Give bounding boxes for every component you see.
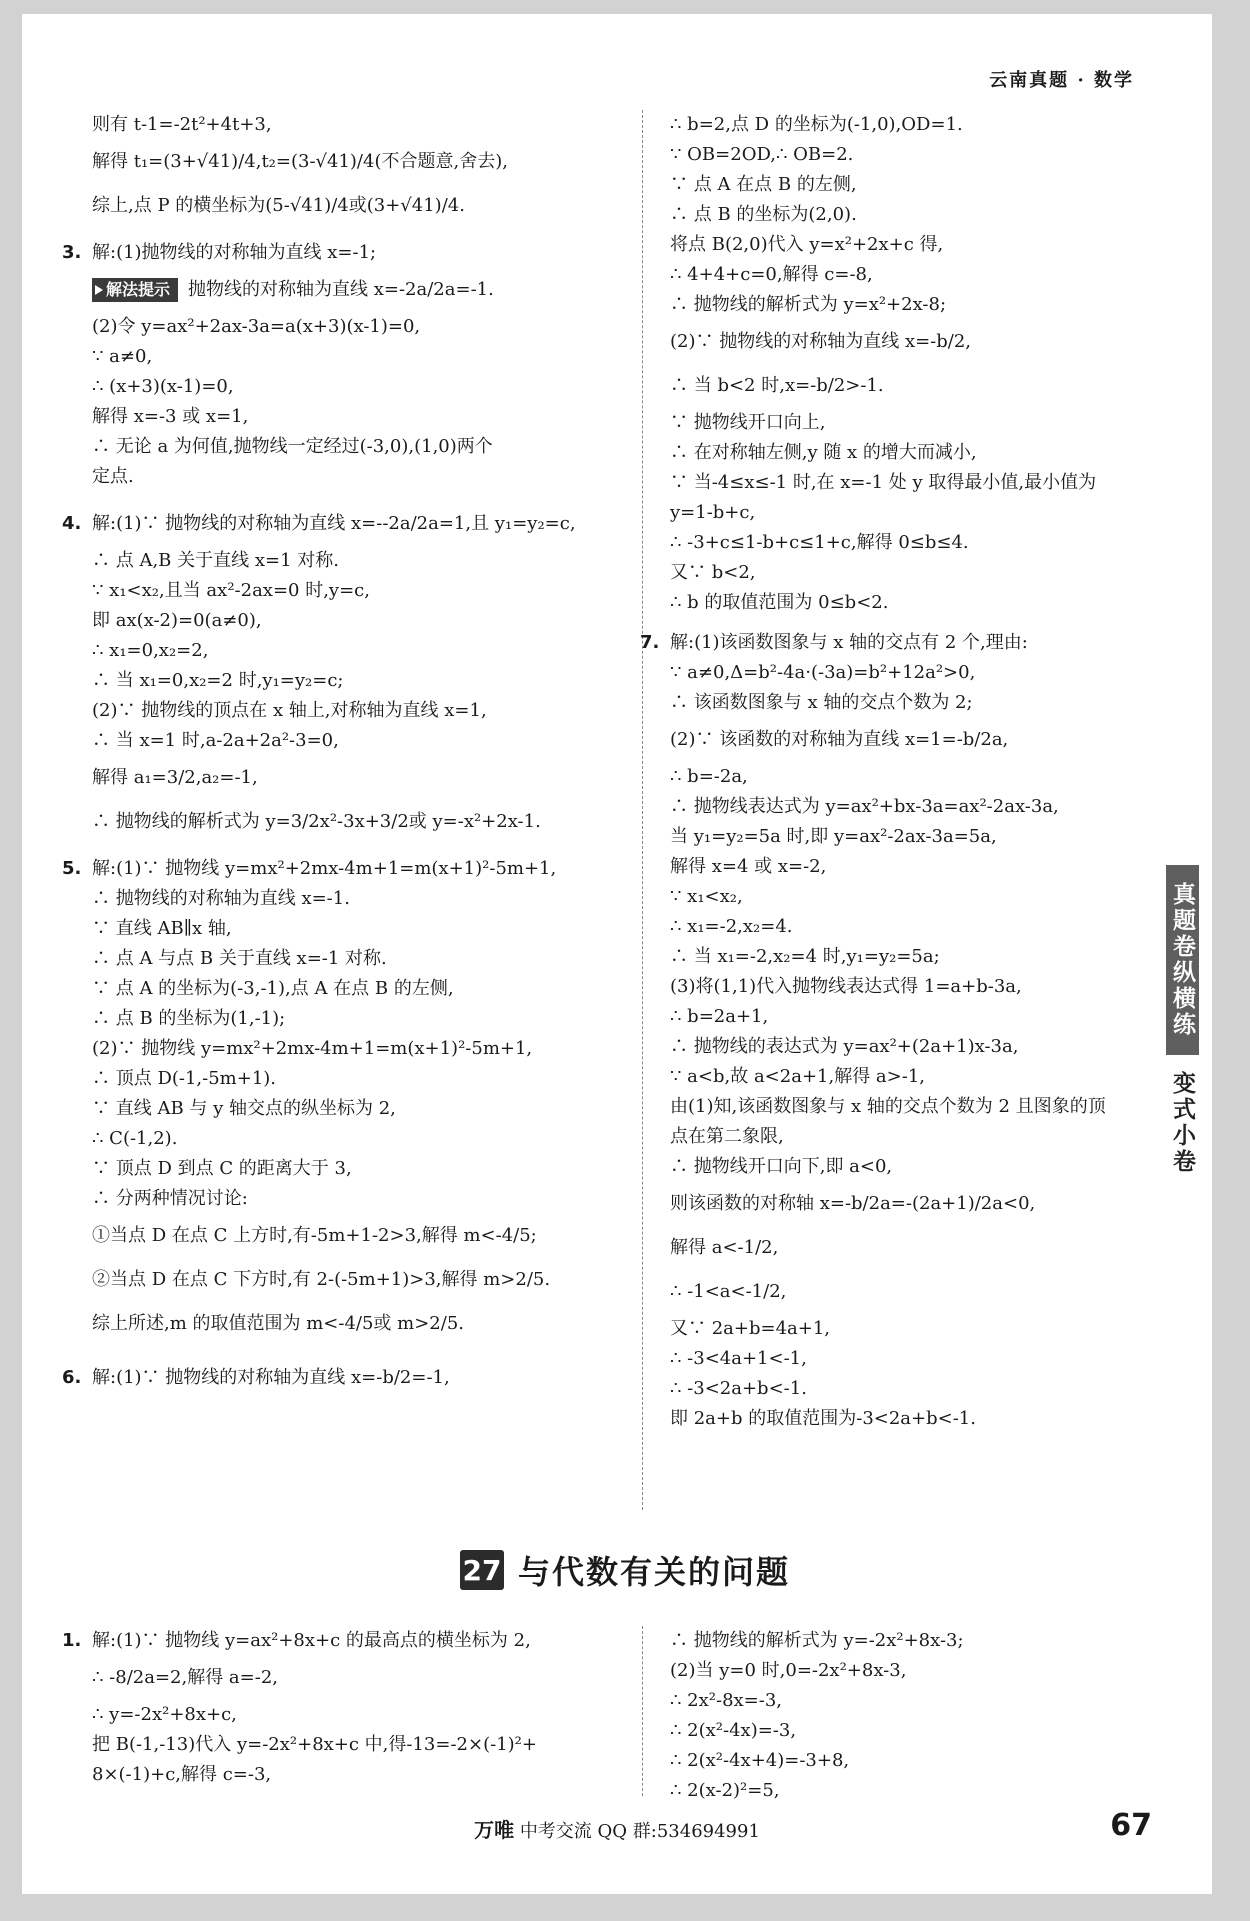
text-line [92, 1124, 612, 1154]
line-text: ∴ 2(x-2)²=5, [670, 1780, 780, 1801]
text-line [670, 1656, 1230, 1686]
text-line [92, 110, 612, 140]
line-text: ∴ 该函数图象与 x 轴的交点个数为 2; [670, 692, 973, 713]
line-text: 当 y₁=y₂=5a 时,即 y=ax²-2ax-3a=5a, [670, 826, 997, 847]
text-line [670, 1062, 1230, 1092]
text-line [670, 1182, 1230, 1226]
text-line [670, 588, 1230, 618]
text-line [92, 884, 612, 914]
left-column [62, 110, 612, 1400]
column-divider-2 [642, 1626, 643, 1796]
text-line [92, 432, 612, 462]
line-text: ∴ x₁=-2,x₂=4. [670, 916, 793, 937]
line-text: ∵ OB=2OD,∴ OB=2. [670, 144, 854, 165]
text-line [670, 290, 1230, 320]
line-text: y=1-b+c, [670, 502, 756, 523]
line-text: (2)当 y=0 时,0=-2x²+8x-3, [670, 1660, 907, 1681]
line-text: 8×(-1)+c,解得 c=-3, [92, 1764, 272, 1785]
text-line [670, 408, 1230, 438]
line-text: ∴ 点 A,B 关于直线 x=1 对称. [92, 550, 339, 571]
text-line [92, 1154, 612, 1184]
text-line [92, 1302, 612, 1346]
text-line [670, 1716, 1230, 1746]
text-line [92, 696, 612, 726]
text-line [670, 1314, 1230, 1344]
text-line [92, 546, 612, 576]
text-line [670, 882, 1230, 912]
text-line [92, 726, 612, 756]
text-line [670, 942, 1230, 972]
problem-number: 1. [62, 1630, 82, 1651]
text-line [62, 854, 612, 884]
text-line [670, 1092, 1230, 1122]
text-line [92, 636, 612, 666]
page-number: 67 [1110, 1808, 1152, 1843]
line-text: 解:(1)∵ 抛物线 y=ax²+8x+c 的最高点的横坐标为 2, [92, 1630, 531, 1651]
line-text: ∴ 无论 a 为何值,抛物线一定经过(-3,0),(1,0)两个 [92, 436, 493, 457]
line-text: 定点. [92, 466, 134, 487]
text-line [92, 974, 612, 1004]
line-text: ∴ (x+3)(x-1)=0, [92, 376, 234, 397]
line-text: ∴ 在对称轴左侧,y 随 x 的增大而减小, [670, 442, 977, 463]
text-line [62, 502, 612, 546]
text-line [62, 1626, 612, 1656]
side-tabs [1166, 865, 1212, 1183]
line-text: ∴ 抛物线表达式为 y=ax²+bx-3a=ax²-2ax-3a, [670, 796, 1059, 817]
line-text: 解得 x=4 或 x=-2, [670, 856, 827, 877]
problem-number: 5. [62, 858, 82, 879]
line-text: 解:(1)∵ 抛物线的对称轴为直线 x=--2a/2a=1,且 y₁=y₂=c, [92, 513, 576, 534]
line-text: ∴ 点 B 的坐标为(2,0). [670, 204, 857, 225]
text-line [62, 1356, 612, 1400]
line-text: ∴ 2x²-8x=-3, [670, 1690, 783, 1711]
text-line [92, 1004, 612, 1034]
text-line [92, 1184, 612, 1214]
line-text: ∵ a≠0, [92, 346, 153, 367]
text-line [92, 1760, 612, 1790]
text-line [92, 944, 612, 974]
text-line [670, 1404, 1230, 1434]
text-line [670, 1122, 1230, 1152]
text-line [670, 1226, 1230, 1270]
line-text: ∴ 抛物线的对称轴为直线 x=-1. [92, 888, 350, 909]
line-text: 解:(1)抛物线的对称轴为直线 x=-1; [92, 242, 377, 263]
text-line [670, 1776, 1230, 1806]
text-line [92, 1094, 612, 1124]
text-line [92, 1258, 612, 1302]
text-line [62, 238, 612, 268]
line-text: (2)∵ 该函数的对称轴为直线 x=1=-b/2a, [670, 729, 1009, 750]
line-text: 即 ax(x-2)=0(a≠0), [92, 610, 262, 631]
line-text: 解:(1)∵ 抛物线的对称轴为直线 x=-b/2=-1, [92, 1367, 450, 1388]
text-line [670, 558, 1230, 588]
text-line [670, 688, 1230, 718]
text-line [670, 498, 1230, 528]
line-text: 综上,点 P 的横坐标为(5-√41)/4或(3+√41)/4. [92, 195, 465, 216]
text-line [92, 1064, 612, 1094]
footer-text: 中考交流 QQ 群:534694991 [519, 1821, 760, 1842]
line-text: 解:(1)该函数图象与 x 轴的交点有 2 个,理由: [670, 632, 1028, 653]
line-text: ∴ 4+4+c=0,解得 c=-8, [670, 264, 873, 285]
spacer [92, 492, 612, 502]
text-line [670, 364, 1230, 408]
text-line [670, 170, 1230, 200]
text-line [670, 718, 1230, 762]
line-text: ∴ 当 b<2 时,x=-b/2>-1. [670, 375, 884, 396]
line-text: 解得 a<-1/2, [670, 1237, 779, 1258]
line-text: 又∵ b<2, [670, 562, 756, 583]
line-text: ∵ 点 A 在点 B 的左侧, [670, 174, 857, 195]
line-text: ∴ 2(x²-4x+4)=-3+8, [670, 1750, 850, 1771]
line-text: 解得 t₁=(3+√41)/4,t₂=(3-√41)/4(不合题意,舍去), [92, 151, 508, 172]
line-text: ∴ 2(x²-4x)=-3, [670, 1720, 797, 1741]
spacer [92, 1346, 612, 1356]
text-line [92, 1656, 612, 1700]
text-line [670, 658, 1230, 688]
line-text: ∴ b=2,点 D 的坐标为(-1,0),OD=1. [670, 114, 963, 135]
line-text: 抛物线的对称轴为直线 x=-2a/2a=-1. [188, 279, 494, 300]
text-line [670, 792, 1230, 822]
line-text: ∵ a≠0,Δ=b²-4a·(-3a)=b²+12a²>0, [670, 662, 976, 683]
text-line [670, 468, 1230, 498]
line-text: ∴ 抛物线的表达式为 y=ax²+(2a+1)x-3a, [670, 1036, 1019, 1057]
column-divider [642, 110, 643, 1510]
text-line [92, 606, 612, 636]
line-text: ∴ 分两种情况讨论: [92, 1188, 248, 1209]
page-sheet [22, 14, 1212, 1894]
text-line [670, 762, 1230, 792]
header-tag: 云南真题 · 数学 [989, 70, 1134, 91]
text-line [670, 1626, 1230, 1656]
hint-label: 解法提示 [92, 278, 178, 302]
section-title [460, 1548, 790, 1592]
line-text: ∴ 抛物线的解析式为 y=-2x²+8x-3; [670, 1630, 964, 1651]
spacer [670, 618, 1230, 628]
text-line [92, 666, 612, 696]
text-line [670, 1002, 1230, 1032]
line-text: ∴ y=-2x²+8x+c, [92, 1704, 237, 1725]
text-line [670, 438, 1230, 468]
line-text: 解得 a₁=3/2,a₂=-1, [92, 767, 258, 788]
text-line [92, 184, 612, 228]
line-text: 即 2a+b 的取值范围为-3<2a+b<-1. [670, 1408, 976, 1429]
section-number-badge: 27 [460, 1550, 504, 1590]
line-text: ∴ 当 x₁=0,x₂=2 时,y₁=y₂=c; [92, 670, 344, 691]
line-text: ∴ -1<a<-1/2, [670, 1281, 787, 1302]
line-text: ∴ 抛物线的解析式为 y=x²+2x-8; [670, 294, 947, 315]
section-title-text: 与代数有关的问题 [518, 1553, 791, 1591]
text-line [92, 756, 612, 800]
line-text: ∴ 抛物线开口向下,即 a<0, [670, 1156, 893, 1177]
line-text: ∴ b=2a+1, [670, 1006, 769, 1027]
line-text: ①当点 D 在点 C 上方时,有-5m+1-2>3,解得 m<-4/5; [92, 1225, 537, 1246]
line-text: ∵ x₁<x₂, [670, 886, 743, 907]
line-text: ∵ 抛物线开口向上, [670, 412, 826, 433]
line-text: 解得 x=-3 或 x=1, [92, 406, 249, 427]
line-text: 又∵ 2a+b=4a+1, [670, 1318, 831, 1339]
line-text: 解:(1)∵ 抛物线 y=mx²+2mx-4m+1=m(x+1)²-5m+1, [92, 858, 557, 879]
line-text: ∴ 当 x₁=-2,x₂=4 时,y₁=y₂=5a; [670, 946, 940, 967]
line-text: ∴ -3+c≤1-b+c≤1+c,解得 0≤b≤4. [670, 532, 969, 553]
footer [22, 1814, 1212, 1843]
text-line [92, 576, 612, 606]
text-line [92, 140, 612, 184]
line-text: ∵ 顶点 D 到点 C 的距离大于 3, [92, 1158, 352, 1179]
line-text: ∴ -3<4a+1<-1, [670, 1348, 807, 1369]
line-text: (2)∵ 抛物线 y=mx²+2mx-4m+1=m(x+1)²-5m+1, [92, 1038, 533, 1059]
text-line [670, 320, 1230, 364]
text-line [92, 1700, 612, 1730]
line-text: ∴ -3<2a+b<-1. [670, 1378, 807, 1399]
spacer [92, 228, 612, 238]
right-column-2 [670, 1626, 1230, 1806]
line-text: (3)将(1,1)代入抛物线表达式得 1=a+b-3a, [670, 976, 1022, 997]
text-line [92, 1730, 612, 1760]
text-line [92, 402, 612, 432]
text-line [92, 1214, 612, 1258]
text-line [670, 972, 1230, 1002]
line-text: 则有 t-1=-2t²+4t+3, [92, 114, 272, 135]
side-tab-dark[interactable]: 真题卷纵横练 [1166, 865, 1199, 1055]
text-line [92, 268, 612, 312]
problem-number: 6. [62, 1367, 82, 1388]
line-text: 把 B(-1,-13)代入 y=-2x²+8x+c 中,得-13=-2×(-1)²+ [92, 1734, 537, 1755]
line-text: ∵ 直线 AB∥x 轴, [92, 918, 232, 939]
text-line [670, 1032, 1230, 1062]
line-text: ∴ 点 B 的坐标为(1,-1); [92, 1008, 286, 1029]
line-text: ∵ 点 A 的坐标为(-3,-1),点 A 在点 B 的左侧, [92, 978, 454, 999]
line-text: 将点 B(2,0)代入 y=x²+2x+c 得, [670, 234, 944, 255]
line-text: 则该函数的对称轴 x=-b/2a=-(2a+1)/2a<0, [670, 1193, 1036, 1214]
text-line [92, 312, 612, 342]
text-line [670, 1686, 1230, 1716]
line-text: ∴ 抛物线的解析式为 y=3/2x²-3x+3/2或 y=-x²+2x-1. [92, 811, 541, 832]
line-text: 由(1)知,该函数图象与 x 轴的交点个数为 2 且图象的顶 [670, 1096, 1106, 1117]
text-line [92, 372, 612, 402]
line-text: ∴ 当 x=1 时,a-2a+2a²-3=0, [92, 730, 339, 751]
text-line [670, 140, 1230, 170]
text-line [670, 1152, 1230, 1182]
left-column-2 [62, 1626, 612, 1790]
line-text: ∴ 点 A 与点 B 关于直线 x=-1 对称. [92, 948, 387, 969]
line-text: 综上所述,m 的取值范围为 m<-4/5或 m>2/5. [92, 1313, 464, 1334]
text-line [670, 1270, 1230, 1314]
text-line [670, 1746, 1230, 1776]
line-text: ∵ 直线 AB 与 y 轴交点的纵坐标为 2, [92, 1098, 396, 1119]
side-tab-light[interactable]: 变式小卷 [1166, 1063, 1199, 1183]
line-text: (2)∵ 抛物线的对称轴为直线 x=-b/2, [670, 331, 972, 352]
text-line [670, 260, 1230, 290]
line-text: (2)令 y=ax²+2ax-3a=a(x+3)(x-1)=0, [92, 316, 421, 337]
text-line [92, 462, 612, 492]
line-text: ∴ b 的取值范围为 0≤b<2. [670, 592, 889, 613]
problem-number: 4. [62, 513, 82, 534]
line-text: ∵ x₁<x₂,且当 ax²-2ax=0 时,y=c, [92, 580, 370, 601]
text-line [92, 800, 612, 844]
text-line [670, 1374, 1230, 1404]
right-column [640, 110, 1230, 1434]
problem-number: 7. [640, 632, 660, 653]
spacer [92, 844, 612, 854]
text-line [640, 628, 1230, 658]
text-line [670, 852, 1230, 882]
line-text: ∴ 顶点 D(-1,-5m+1). [92, 1068, 277, 1089]
text-line [670, 110, 1230, 140]
text-line [670, 230, 1230, 260]
line-text: ∴ b=-2a, [670, 766, 748, 787]
line-text: ∵ 当-4≤x≤-1 时,在 x=-1 处 y 取得最小值,最小值为 [670, 472, 1097, 493]
text-line [670, 200, 1230, 230]
text-line [92, 914, 612, 944]
line-text: (2)∵ 抛物线的顶点在 x 轴上,对称轴为直线 x=1, [92, 700, 487, 721]
line-text: 点在第二象限, [670, 1126, 784, 1147]
text-line [92, 1034, 612, 1064]
line-text: ∵ a<b,故 a<2a+1,解得 a>-1, [670, 1066, 925, 1087]
line-text: ∴ -8/2a=2,解得 a=-2, [92, 1667, 279, 1688]
text-line [670, 528, 1230, 558]
text-line [670, 1344, 1230, 1374]
text-line [670, 912, 1230, 942]
problem-number: 3. [62, 242, 82, 263]
text-line [92, 342, 612, 372]
footer-brand: 万唯 [474, 1818, 515, 1842]
text-line [670, 822, 1230, 852]
line-text: ∴ x₁=0,x₂=2, [92, 640, 209, 661]
line-text: ②当点 D 在点 C 下方时,有 2-(-5m+1)>3,解得 m>2/5. [92, 1269, 551, 1290]
line-text: ∴ C(-1,2). [92, 1128, 178, 1149]
